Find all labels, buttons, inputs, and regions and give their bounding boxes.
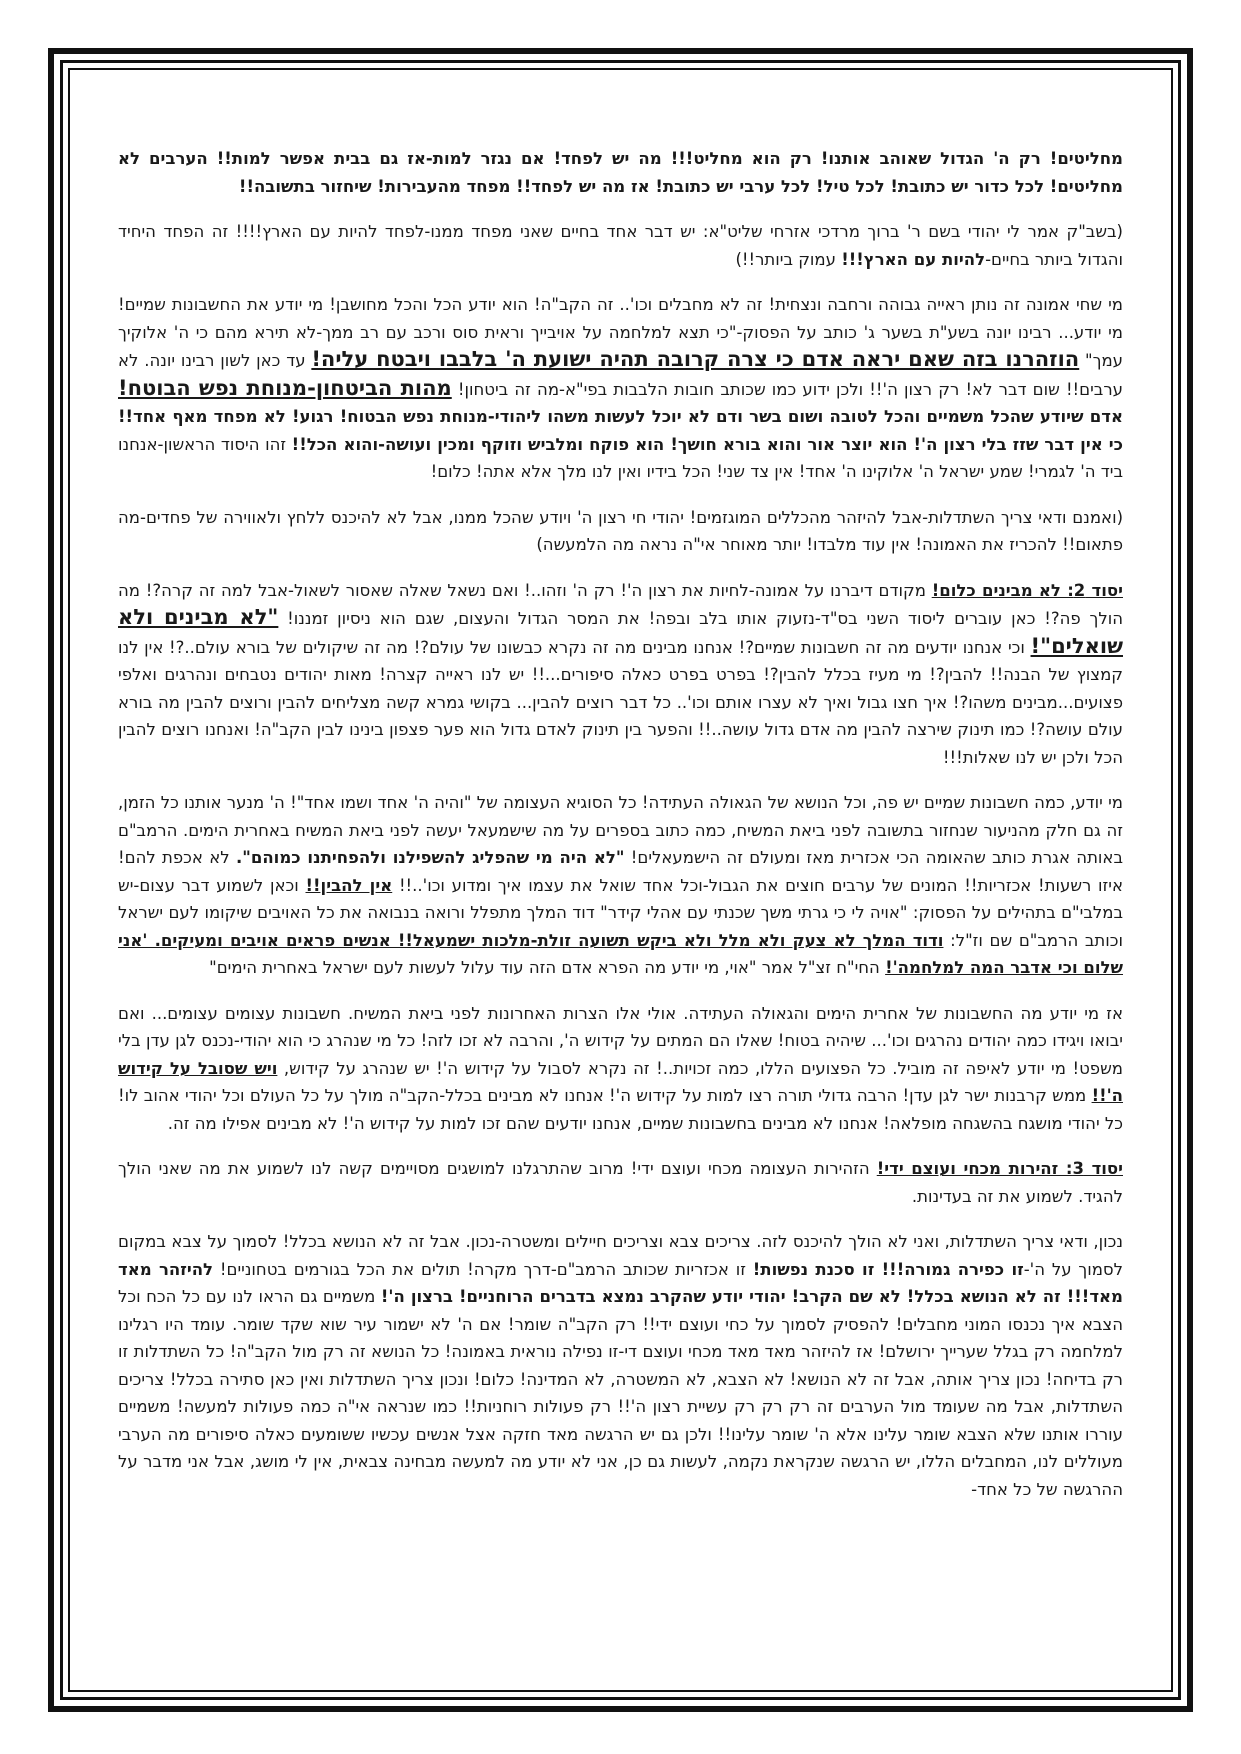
paragraph: [118, 504, 1123, 559]
paragraph: [118, 291, 1123, 486]
paragraph: [118, 577, 1123, 772]
emphasized-text: "לא מבינים ולא שואלים"!: [118, 605, 1123, 658]
text-run: (בשב"ק אמר לי יהודי בשם ר' ברוך מרדכי אזרחי שליט"א: יש דבר אחד בחיים שאני מפחד ממנו-לפחד להיות עם הארץ!!!! זה הפחד היחיד והגדול ביותר בחיים-: [118, 222, 1123, 269]
paragraph: [118, 145, 1123, 200]
emphasized-text: ויש שסובל על קידוש ה'!!: [118, 1058, 1123, 1105]
emphasized-text: הוזהרנו בזה שאם יראה אדם כי צרה קרובה תהיה ישועת ה' בלבבו ויבטח עליה!: [311, 347, 1080, 371]
paragraph: [118, 789, 1123, 982]
text-run: וכאן לשמוע דבר עצום-יש במלבי"ם בתהילים על הפסוק: "אויה לי כי גרתי משך שכנתי עם אהלי קידר" דוד המלך מתפלל ורואה בנבואה את כל האויבים שיקומו לעם ישראל וכותב הרמב"ם שם וז"ל:: [118, 875, 1123, 950]
emphasized-text: יסוד 3: זהירות מכחי ועוצם ידי!: [876, 1159, 1123, 1178]
text-run: אז מי יודע מה החשבונות של אחרית הימים והגאולה העתידה. אולי אלו הצרות האחרונות לפני ביאת המשיח. חשבונות עצומים עצומים... ואם יבואו ויגידו כמה יהודים נהרגים וכו'... שיהיה בטוח! שאלו הם המתים על קידוש ה', והרבה לא זכו לזה! כל מי שנהרג כי הוא יהודי-נכנס לגן עדן בלי משפט! מי יודע לאיפה זה מוביל. כל הפצועים הללו, כמה זכויות..! זה נקרא לסבול על קידוש ה'! יש שנהרג על קידוש,: [118, 1003, 1123, 1078]
text-run: החי"ח זצ"ל אמר "אוי, מי יודע מה הפרא אדם הזה עוד עלול לעשות לעם ישראל באחרית הימים": [209, 958, 886, 977]
emphasized-text: להיות עם הארץ!!!: [841, 249, 986, 269]
text-run: מקודם דיברנו על אמונה-לחיות את רצון ה'! רק ה' וזהו..! ואם נשאל שאלה שאסור לשאול-אבל למה זה קרה?! מה הולך פה?! כאן עוברים ליסוד השני בס"ד-נזעוק אותו בלב ובפה! את המסר הגדול והעצום, שגם הוא ניסיון זמננו!: [118, 580, 1123, 628]
paragraph: [118, 1000, 1123, 1138]
emphasized-text: מחליטים! רק ה' הגדול שאוהב אותנו! רק הוא מחליט!!! מה יש לפחד! אם נגזר למות-אז גם בבית אפשר למות!! הערבים לא מחליטים! לכל כדור יש כתובת! לכל טיל! לכל ערבי יש כתובת! אז מה יש לפחד!! מפחד מהעבירות! שיחזור בתשובה!!: [118, 149, 1123, 196]
text-run: עד כאן לשון רבינו יונה. לא ערבים!! שום דבר לא! רק רצון ה'!! ולכן ידוע כמו שכותב חובות הלבבות בפי"א-מה זה ביטחון!: [118, 351, 1123, 399]
emphasized-text: יסוד 2: לא מבינים כלום!: [931, 580, 1123, 600]
text-run: עמוק ביותר!!): [735, 249, 842, 269]
emphasized-text: אדם שיודע שהכל משמיים והכל לטובה ושום בשר ודם לא יוכל לעשות משהו ליהודי-מנוחת נפש הבטוח! רגוע! לא מפחד מאף אחד!! כי אין דבר שזז בלי רצון ה'! הוא יוצר אור והוא בורא חושך! הוא פוקח ומלביש וזוקף ומכין ועושה-והוא הכל!!: [118, 407, 1123, 454]
text-run: ממש קרבנות ישר לגן עדן! הרבה גדולי תורה רצו למות על קידוש ה'! אנחנו לא מבינים בכלל-הקב"ה מולך על כל העולם וכל יהודי אהוב לו! כל יהודי מושגח בהשגחה מופלאה! אנחנו לא מבינים בחשבונות שמיים, אנחנו יודעים שהם זכו למות על קידוש ה'! לא מבינים אפילו מה זה.: [118, 1086, 1123, 1133]
emphasized-text: זו כפירה גמורה!!! זו סכנת נפשות!: [752, 1259, 1024, 1279]
emphasized-text: ודוד המלך לא צעק ולא מלל ולא ביקש תשועה זולת-מלכות ישמעאל!! אנשים פראים אויבים ומעיקים. 'אני שלום וכי אדבר המה למלחמה'!: [118, 930, 1123, 977]
text-run: משמיים גם הראו לנו עם כל הכח וכל הצבא איך נכנסו המוני מחבלים! להפסיק לסמוך על כחי ועוצם ידי!! רק הקב"ה שומר! אם ה' לא ישמור עיר שוא שקד שומר. עומד היו רגלינו למלחמה רק בגלל שערייך ירושלם! אז להיזהר מאד מאד מכחי ועוצם די-זו נפילה נוראית באמונה! כל הנושא זה רק מול הקב"ה! כל השתדלות זו רק בדיחה! נכון צריך אותה, אבל זה לא הנושא! לא הצבא, לא המשטרה, לא המדינה! כלום! ונכון צריך השתדלות ואין כאן סתירה בכלל! צריכים השתדלות, אבל מה שעומד מול הערבים זה רק רק רק עשיית רצון ה'!! רק פעולות רוחניות!! כמו שנראה אי"ה כמה פעולות למעשה! משמיים עוררו אותנו שלא הצבא שומר עלינו אלא ה' שומר עלינו!! ולכן גם יש הרגשה מאד חזקה אצל אנשים עכשיו ששומעים כאלה סיפורים מה הערבי מעוללים לנו, המחבלים הללו, יש הרגשה שנקראת נקמה, לעשות גם כן, אני לא יודע מה למעשה מבחינה צבאית, אין לי מושג, אבל אני מדבר על ההרגשה של כל אחד-: [118, 1287, 1123, 1499]
text-run: וכי אנחנו יודעים מה זה חשבונות שמיים?! אנחנו מבינים מה זה נקרא כבשונו של עולם?! מה זה שיקולים של בורא עולם..?! אין לנו קמצוץ של הבנה!! להבין?! מי מעיז בכלל להבין?! בפרט בפרט כאלה סיפורים...!! יש לנו ראייה קצרה! מאות יהודים נטבחים ונהרגים ואלפי פצועים...מבינים משהו?! איך חצו גבול ואיך לא עצרו אותם וכו'.. כל דבר רוצים להבין... בקושי גמרא קשה מצליחים להבין ורוצים להבין מה בורא עולם עושה?! כמו תינוק שירצה להבין מה אדם גדול עושה..!! והפער בין תינוק לאדם גדול הוא פער פצפון בינינו לבין הקב"ה! ואנחנו רוצים להבין הכל ולכן יש לנו שאלות!!!: [118, 637, 1123, 767]
paragraph: [118, 218, 1123, 273]
paragraph: [118, 1155, 1123, 1210]
emphasized-text: להיזהר מאד מאד!!! זה לא הנושא בכלל! לא שם הקרב! יהודי יודע שהקרב נמצא בדברים הרוחניים! ברצון ה'!: [118, 1259, 1123, 1306]
text-run: (ואמנם ודאי צריך השתדלות-אבל להיזהר מהכללים המוגזמים! יהודי חי רצון ה' ויודע שהכל ממנו, אבל לא להיכנס ללחץ ולאווירה של פחדים-מה פתאום!! להכריז את האמונה! אין עוד מלבדו! יותר מאוחר אי"ה נראה מה הלמעשה): [118, 507, 1123, 554]
text-run: מי שחי אמונה זה נותן ראייה גבוהה ורחבה ונצחית! זה לא מחבלים וכו'.. זה הקב"ה! הוא יודע הכל והכל מחושבן! מי יודע את החשבונות שמיים! מי יודע... רבינו יונה בשע"ת בשער ג' כותב על הפסוק-"כי תצא למלחמה על אויבייך וראית סוס ורכב עם רב ממך-לא תירא מהם כי ה' אלוקיך עמך": [118, 295, 1123, 370]
paragraph: [118, 1228, 1123, 1503]
emphasized-text: אין להבין!!: [305, 875, 393, 895]
text-run: זהו היסוד הראשון-אנחנו ביד ה' לגמרי! שמע ישראל ה' אלוקינו ה' אחד! אין צד שני! הכל בידיו ואין לנו מלך אלא אתה! כלום!: [118, 434, 1123, 481]
text-run: נכון, ודאי צריך השתדלות, ואני לא הולך להיכנס לזה. צריכים צבא וצריכים חיילים ומשטרה-נכון. אבל זה לא הנושא בכלל! לסמוך על צבא במקום לסמוך על ה'-: [118, 1232, 1123, 1279]
text-run: לא אכפת להם! איזו רשעות! אכזריות!! המונים של ערבים חוצים את הגבול-וכל אחד שואל את עצמו איך ומדוע וכו'..!!: [118, 848, 1123, 895]
emphasized-text: מהות הביטחון-מנוחת נפש הבוטח!: [118, 375, 452, 400]
text-run: מי יודע, כמה חשבונות שמיים יש פה, וכל הנושא של הגאולה העתידה! כל הסוגיא העצומה של "והיה ה' אחד ושמו אחד"! ה' מנער אותנו כל הזמן, זה גם חלק מהניעור שנחזור בתשובה לפני ביאת המשיח, כמה כתוב בספרים על מה שישמעאל יעשה לפני ביאת המשיח באחרית הימים. הרמב"ם באותה אגרת כותב שהאומה הכי אכזרית מאז ומעולם זה הישמעאלים!: [118, 793, 1123, 867]
text-run: הזהירות העצומה מכחי ועוצם ידי! מרוב שהתרגלנו למושגים מסויימים קשה לנו לשמוע את מה שאני הולך להגיד. לשמוע את זה בעדינות.: [118, 1159, 1123, 1206]
document-body: [118, 145, 1123, 1665]
text-run: זו אכזריות שכותב הרמב"ם-דרך מקרה! תולים את הכל בגורמים בטחוניים!: [213, 1259, 753, 1279]
emphasized-text: "לא היה מי שהפליג להשפילנו ולהפחיתנו כמוהם".: [235, 848, 625, 867]
